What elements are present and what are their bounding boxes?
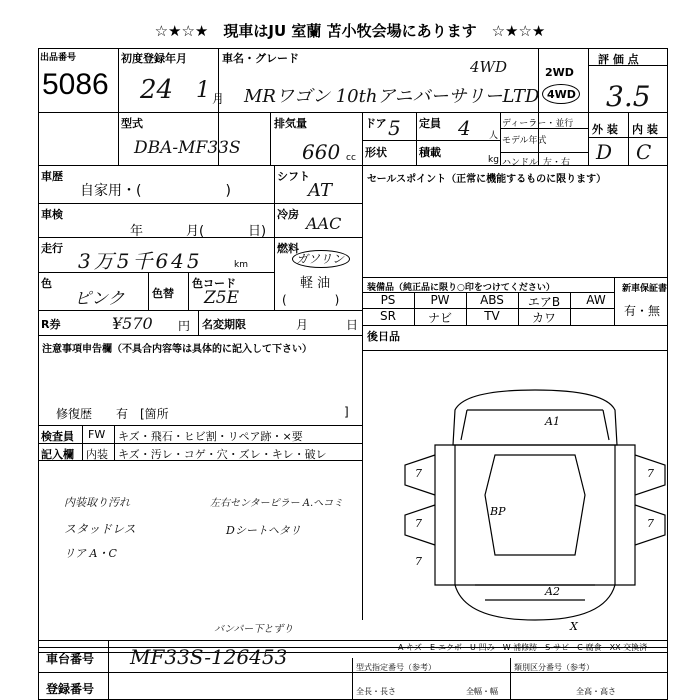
first-reg-label: 初度登録年月	[121, 52, 187, 65]
equipment-item-3: エアB	[527, 295, 561, 309]
inspector-label: 検査員	[41, 430, 74, 443]
warranty-value: 有・無	[624, 304, 661, 318]
remark-6: バンパー下とずり	[214, 624, 294, 635]
remark-4: 左右センターピラー A.へコミ	[210, 498, 344, 509]
model-value: DBA-MF33S	[134, 138, 241, 158]
damage-mark: A1	[545, 415, 560, 428]
remark-5: Dシートヘタリ	[226, 524, 301, 537]
displacement-label: 排気量	[274, 117, 307, 130]
chassis-label: 車台番号	[46, 652, 95, 666]
equipment-item-2: ABS	[480, 293, 504, 307]
shaken-year: 年	[130, 224, 144, 239]
equipment-item-0: PS	[380, 293, 396, 307]
damage-mark: 7	[415, 555, 422, 568]
model-year-label: モデル年式	[502, 136, 547, 146]
interior-value: C	[636, 140, 652, 164]
shift-value: AT	[308, 180, 333, 201]
expiry-label: 名変期限	[202, 318, 246, 331]
color-value: ピンク	[74, 289, 125, 309]
height-label: 全高・高さ	[576, 687, 616, 696]
fuel-value: ガソリン	[296, 252, 345, 266]
lot-number: 5086	[42, 68, 109, 101]
repair-bracket: ]	[344, 405, 349, 419]
fuel-paren: ( )	[282, 293, 340, 307]
color-label: 色	[41, 277, 52, 290]
car-name-value: MRワゴン 10thアニバーサリーLTD	[244, 86, 540, 107]
repair-history: 修復歴 有 [箇所	[56, 407, 169, 421]
damage-mark: 7	[647, 517, 654, 530]
damage-mark: A2	[545, 585, 560, 598]
rating-label: 評 価 点	[598, 53, 639, 66]
dealer-label: ディーラー・並行	[502, 119, 574, 129]
handle-options: 左・右	[543, 158, 571, 168]
remark-3: リア A・C	[64, 547, 117, 560]
warranty-label: 新車保証書	[622, 284, 668, 294]
expiry-month: 月	[296, 318, 309, 332]
model-label: 型式	[121, 117, 143, 130]
equipment-item-4: AW	[586, 293, 606, 307]
load-label: 積載	[419, 146, 441, 159]
exterior-value: D	[596, 140, 613, 164]
handle-label: ハンドル	[502, 158, 539, 168]
ac-label: 冷房	[277, 208, 299, 221]
equipment-label: 装備品（純正品に限り○印をつけてください）	[367, 283, 555, 293]
mileage-label: 走行	[41, 242, 63, 255]
recycle-value: ¥570	[112, 314, 153, 333]
shape-label: 形状	[365, 146, 387, 159]
doors-value: 5	[388, 116, 401, 140]
shaken-label: 車検	[41, 208, 63, 221]
equipment-item-row2-3: カワ	[531, 311, 556, 325]
recycle-label: R券	[41, 318, 61, 331]
shaken-day: 日)	[248, 224, 267, 239]
mileage-value: 3万5千645	[78, 249, 203, 273]
chassis-value: MF33S-126453	[130, 645, 288, 669]
mileage-unit: km	[234, 260, 248, 270]
remark-2: スタッドレス	[64, 522, 136, 536]
interior-label: 内 装	[632, 123, 658, 136]
load-unit: kg	[488, 155, 499, 165]
first-reg-month: 1	[196, 78, 210, 103]
color-code-label: 色コード	[192, 277, 236, 290]
first-reg-month-unit: 月	[212, 92, 225, 106]
displacement-value: 660	[302, 140, 341, 164]
exterior-label: 外 装	[592, 123, 618, 136]
remark-1: 内装取り汚れ	[64, 496, 130, 509]
rear-seat-label: 後日品	[367, 330, 400, 343]
damage-legend: A-キズ E-エクボ U-凹み W-補修跡 S-サビ C-腐食 XX-交換済	[398, 643, 648, 652]
color-no-label: 色替	[152, 287, 174, 300]
history-label: 車歴	[41, 170, 63, 183]
lot-label: 出品番号	[40, 53, 77, 63]
capacity-value: 4	[458, 116, 471, 140]
drive-2wd: 2WD	[545, 66, 574, 79]
car-drive-value: 4WD	[470, 58, 507, 76]
rating-value: 3.5	[606, 80, 651, 113]
doors-label: ドア	[365, 117, 387, 130]
type-number-label: 型式指定番号（参考）	[356, 663, 436, 672]
fuel-diesel: 軽 油	[300, 276, 331, 291]
record-interior: 内装	[86, 448, 108, 461]
equipment-item-row2-2: TV	[484, 309, 500, 323]
ac-value: AAC	[306, 214, 342, 233]
first-reg-year: 24	[140, 75, 174, 105]
registration-label: 登録番号	[46, 682, 95, 696]
shift-label: シフト	[277, 170, 310, 183]
drive-4wd: 4WD	[547, 88, 576, 101]
damage-mark: BP	[490, 505, 506, 518]
damage-mark: 7	[415, 517, 422, 530]
recycle-unit: 円	[178, 319, 191, 333]
width-label: 全幅・幅	[466, 687, 498, 696]
color-code-value: Z5E	[204, 288, 240, 308]
fuel-label: 燃料	[277, 242, 299, 255]
damage-mark: X	[570, 620, 578, 633]
inspector-fw: FW	[88, 428, 106, 441]
header-title: ☆★☆★ 現車はJU 室蘭 苫小牧会場にあります ☆★☆★	[154, 22, 546, 40]
damage-mark: 7	[647, 467, 654, 480]
displacement-unit: cc	[346, 153, 356, 163]
equipment-item-row2-0: SR	[380, 309, 396, 323]
equipment-item-row2-1: ナビ	[427, 311, 452, 325]
shaken-month: 月(	[186, 224, 205, 239]
notes-label: 注意事項申告欄（不具合内容等は具体的に記入して下さい）	[42, 344, 312, 355]
inspector-fw-items: キズ・飛石・ヒビ割・リペア跡・×要	[118, 430, 303, 443]
sales-point-label: セールスポイント（正常に機能するものに限ります）	[367, 174, 607, 185]
capacity-label: 定員	[419, 117, 441, 130]
class-number-label: 類別区分番号（参考）	[514, 663, 594, 672]
record-label: 記入欄	[41, 448, 74, 461]
equipment-item-1: PW	[430, 293, 450, 307]
length-label: 全長・長さ	[356, 687, 396, 696]
car-name-label: 車名・グレード	[222, 52, 299, 65]
record-items: キズ・汚レ・コゲ・穴・ズレ・キレ・破レ	[118, 448, 327, 461]
capacity-unit: 人	[489, 131, 499, 141]
history-value: 自家用・( )	[80, 183, 231, 199]
damage-mark: 7	[415, 467, 422, 480]
car-damage-diagram	[395, 385, 670, 635]
expiry-day: 日	[346, 318, 359, 332]
